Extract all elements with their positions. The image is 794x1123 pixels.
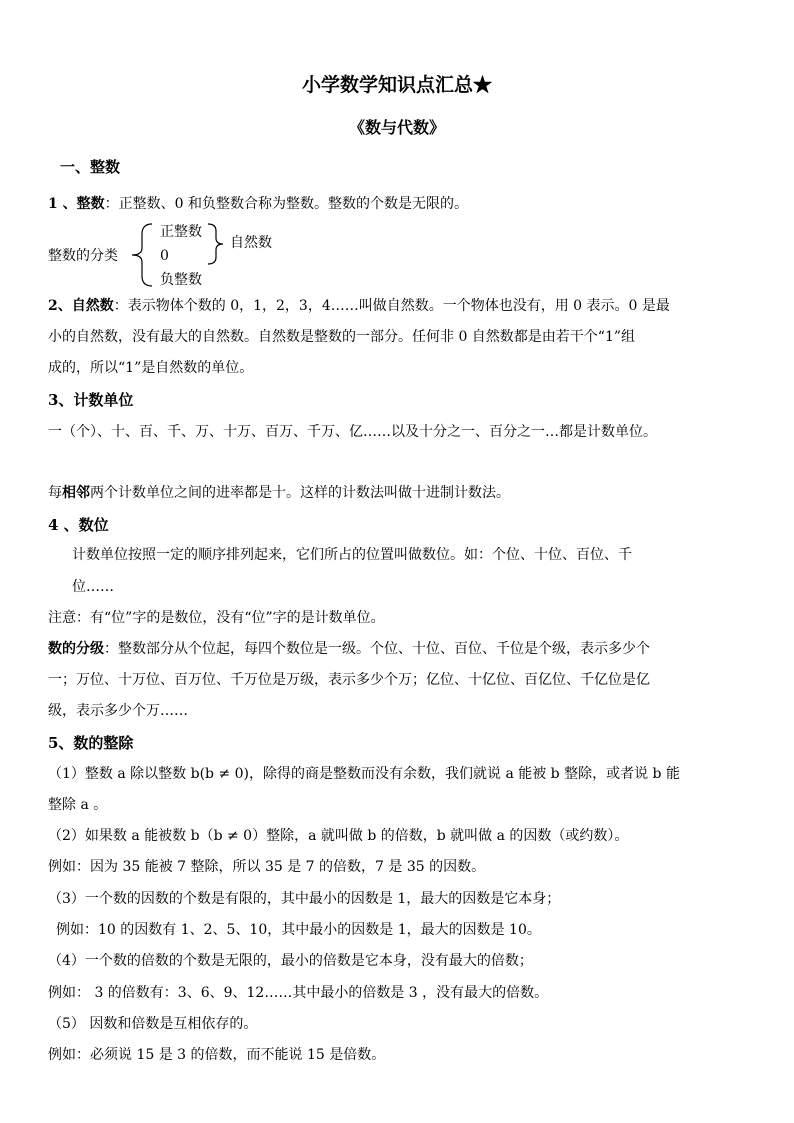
paragraph-grading-line2: 一；万位、十万位、百万位、千万位是万级，表示多少个万；亿位、十亿位、百亿位、千亿位是亿	[48, 672, 650, 688]
paragraph-divisibility-2: （2）如果数 a 能被数 b（b ≠ 0）整除，a 就叫做 b 的倍数，b 就叫做 a 的因数（或约数）。	[48, 828, 629, 844]
paragraph-natural-line1	[48, 296, 670, 316]
integer-definition-text: ：正整数、0 和负整数合称为整数。整数的个数是无限的。	[104, 196, 468, 212]
decimal-text-a: 每	[48, 485, 62, 501]
term-integer: 1 、整数	[48, 196, 105, 212]
classify-label: 整数的分类	[48, 248, 118, 264]
paragraph-example-4: 例如：必须说 15 是 3 的倍数，而不能说 15 是倍数。	[48, 1047, 386, 1063]
term-grading: 数的分级	[48, 641, 104, 657]
document-subtitle: 《数与代数》	[348, 118, 445, 137]
paragraph-note: 注意：有“位”字的是数位，没有“位”字的是计数单位。	[48, 610, 385, 626]
section-heading-counting-units: 3、计数单位	[48, 391, 134, 409]
paragraph-digit-place-line2: 位……	[72, 579, 114, 595]
classify-positive-integer: 正整数	[160, 224, 202, 240]
paragraph-example-1: 例如：因为 35 能被 7 整除，所以 35 是 7 的倍数，7 是 35 的因数。	[48, 859, 486, 875]
paragraph-natural-line2: 小的自然数，没有最大的自然数。自然数是整数的一部分。任何非 0 自然数都是由若干个“1”组	[48, 329, 636, 345]
paragraph-decimal-system	[48, 483, 510, 503]
natural-text-1: ：表示物体个数的 0，1，2，3，4……叫做自然数。一个物体也没有，用 0 表示。0 是最	[113, 298, 670, 314]
decimal-text-c: 两个计数单位之间的进率都是十。这样的计数法叫做十进制计数法。	[90, 485, 510, 501]
paragraph-example-2: 例如：10 的因数有 1、2、5、10，其中最小的因数是 1，最大的因数是 10。	[56, 922, 541, 938]
paragraph-digit-place-line1: 计数单位按照一定的顺序排列起来，它们所占的位置叫做数位。如：个位、十位、百位、千	[72, 547, 632, 563]
paragraph-grading-line1	[48, 639, 650, 659]
paragraph-example-3: 例如： 3 的倍数有：3、6、9、12……其中最小的倍数是 3 ，没有最大的倍数。	[48, 985, 549, 1001]
paragraph-natural-line3: 成的，所以“1”是自然数的单位。	[48, 360, 254, 376]
paragraph-divisibility-4: （4）一个数的倍数的个数是无限的，最小的倍数是它本身，没有最大的倍数；	[48, 953, 533, 969]
paragraph-divisibility-1b: 整除 a 。	[48, 797, 108, 813]
paragraph-divisibility-1a: （1）整数 a 除以整数 b(b ≠ 0)，除得的商是整数而没有余数，我们就说 a 能被 b 整除，或者说 b 能	[48, 766, 680, 782]
paragraph-counting-units: 一（个）、十、百、千、万、十万、百万、千万、亿……以及十分之一、百分之一…都是计数单位。	[48, 424, 657, 440]
classify-negative-integer: 负整数	[160, 272, 202, 288]
grading-text-1: ：整数部分从个位起，每四个数位是一级。个位、十位、百位、千位是个级，表示多少个	[104, 641, 650, 657]
section-heading-divisibility: 5、数的整除	[48, 734, 134, 752]
section-heading-digit-place: 4 、数位	[48, 516, 109, 534]
paragraph-divisibility-5: （5） 因数和倍数是互相依存的。	[48, 1016, 258, 1032]
document-title: 小学数学知识点汇总★	[301, 74, 492, 96]
classify-zero: 0	[160, 248, 169, 264]
paragraph-divisibility-3: （3）一个数的因数的个数是有限的，其中最小的因数是 1，最大的因数是它本身；	[48, 891, 561, 907]
right-brace-icon	[206, 222, 226, 266]
term-natural-number: 2、自然数	[48, 298, 114, 314]
section-heading-integers: 一、整数	[60, 158, 121, 176]
paragraph-grading-line3: 级，表示多少个万……	[48, 703, 188, 719]
classify-natural-number: 自然数	[230, 235, 272, 251]
term-adjacent: 相邻	[62, 485, 90, 501]
paragraph-integer-definition	[48, 194, 468, 214]
left-brace-icon	[128, 222, 158, 288]
